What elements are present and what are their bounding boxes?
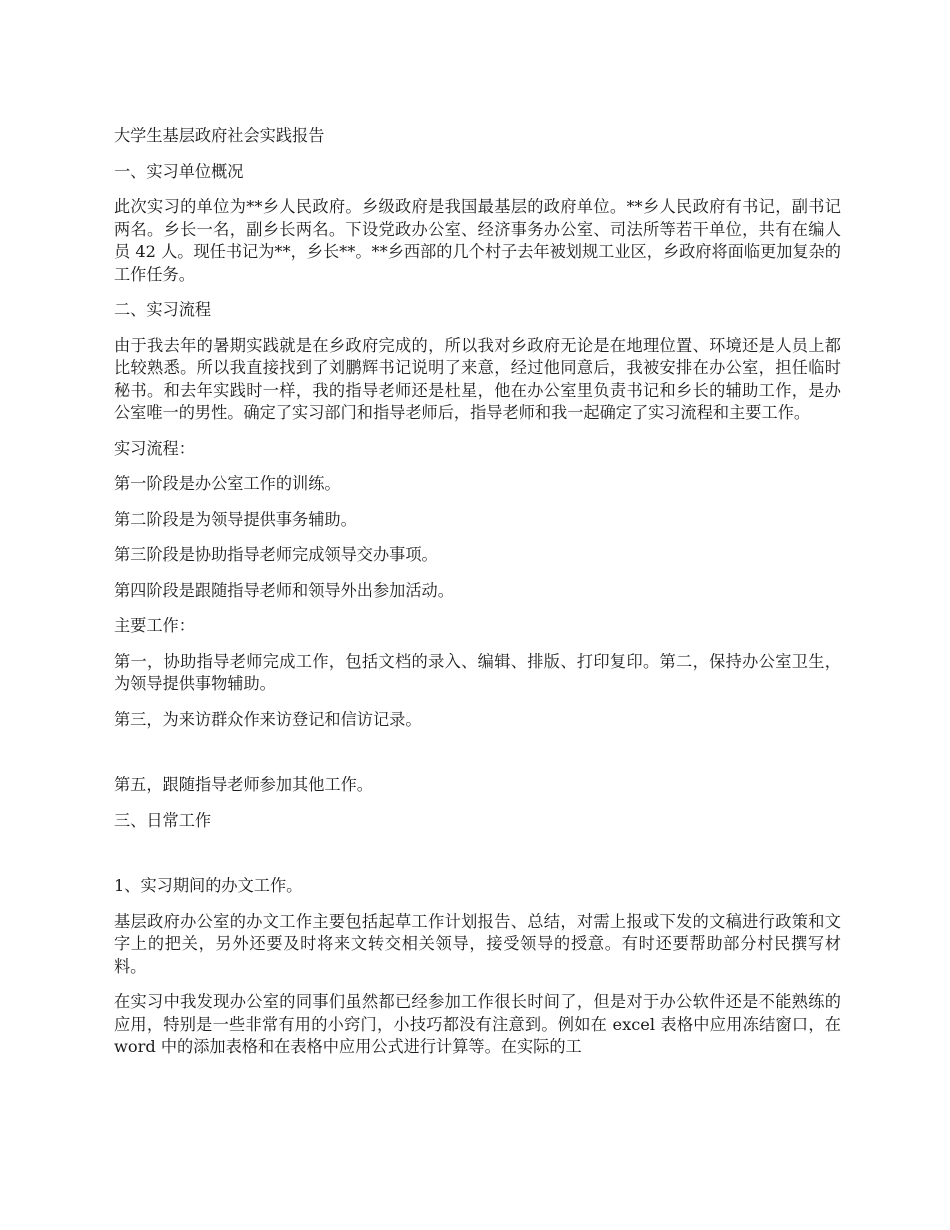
document-title: 大学生基层政府社会实践报告 <box>114 126 325 145</box>
document-page <box>114 125 841 1072</box>
subsection-heading: 1、实习期间的办文工作。 <box>114 876 303 895</box>
paragraph: 在实习中我发现办公室的同事们虽然都已经参加工作很长时间了，但是对于办公软件还是不能熟练的应用，特别是一些非常有用的小窍门，小技巧都没有注意到。例如在 excel 表格中应用冻结窗口，在 word 中的添加表格和在表格中应用公式进行计算等。在实际的工 <box>114 992 841 1056</box>
stage-item: 第二阶段是为领导提供事务辅助。 <box>114 509 357 529</box>
work-item: 第五，跟随指导老师参加其他工作。 <box>114 775 373 794</box>
paragraph: 此次实习的单位为**乡人民政府。乡级政府是我国最基层的政府单位。**乡人民政府有书记，副书记两名。乡长一名，副乡长两名。下设党政办公室、经济事务办公室、司法所等若干单位，共有在编人员 42 人。现任书记为**，乡长**。**乡西部的几个村子去年被划规工业区，乡政府将面临更加复杂的工作任务。 <box>114 197 841 284</box>
stage-item: 第三阶段是协助指导老师完成领导交办事项。 <box>114 545 438 564</box>
work-item: 第一，协助指导老师完成工作，包括文档的录入、编辑、排版、打印复印。第二，保持办公室卫生，为领导提供事物辅助。 <box>114 651 841 693</box>
paragraph: 基层政府办公室的办文工作主要包括起草工作计划报告、总结，对需上报或下发的文稿进行政策和文字上的把关，另外还要及时将来文转交相关领导，接受领导的授意。有时还要帮助部分村民撰写材料。 <box>114 911 841 976</box>
work-item: 第三，为来访群众作来访登记和信访记录。 <box>114 709 422 729</box>
section-heading: 三、日常工作 <box>114 810 212 830</box>
main-work-label: 主要工作： <box>114 616 195 635</box>
process-label: 实习流程： <box>114 438 195 458</box>
stage-item: 第一阶段是办公室工作的训练。 <box>114 474 341 493</box>
blank-line <box>114 744 841 774</box>
blank-line <box>114 845 841 875</box>
paragraph: 由于我去年的暑期实践就是在乡政府完成的，所以我对乡政府无论是在地理位置、环境还是人员上都比较熟悉。所以我直接找到了刘鹏辉书记说明了来意，经过他同意后，我被安排在办公室，担任临时秘书。和去年实践时一样，我的指导老师还是杜星，他在办公室里负责书记和乡长的辅助工作，是办公室唯一的男性。确定了实习部门和指导老师后，指导老师和我一起确定了实习流程和主要工作。 <box>114 335 841 422</box>
section-heading: 一、实习单位概况 <box>114 161 244 181</box>
stage-item: 第四阶段是跟随指导老师和领导外出参加活动。 <box>114 580 454 600</box>
section-heading: 二、实习流程 <box>114 300 212 319</box>
